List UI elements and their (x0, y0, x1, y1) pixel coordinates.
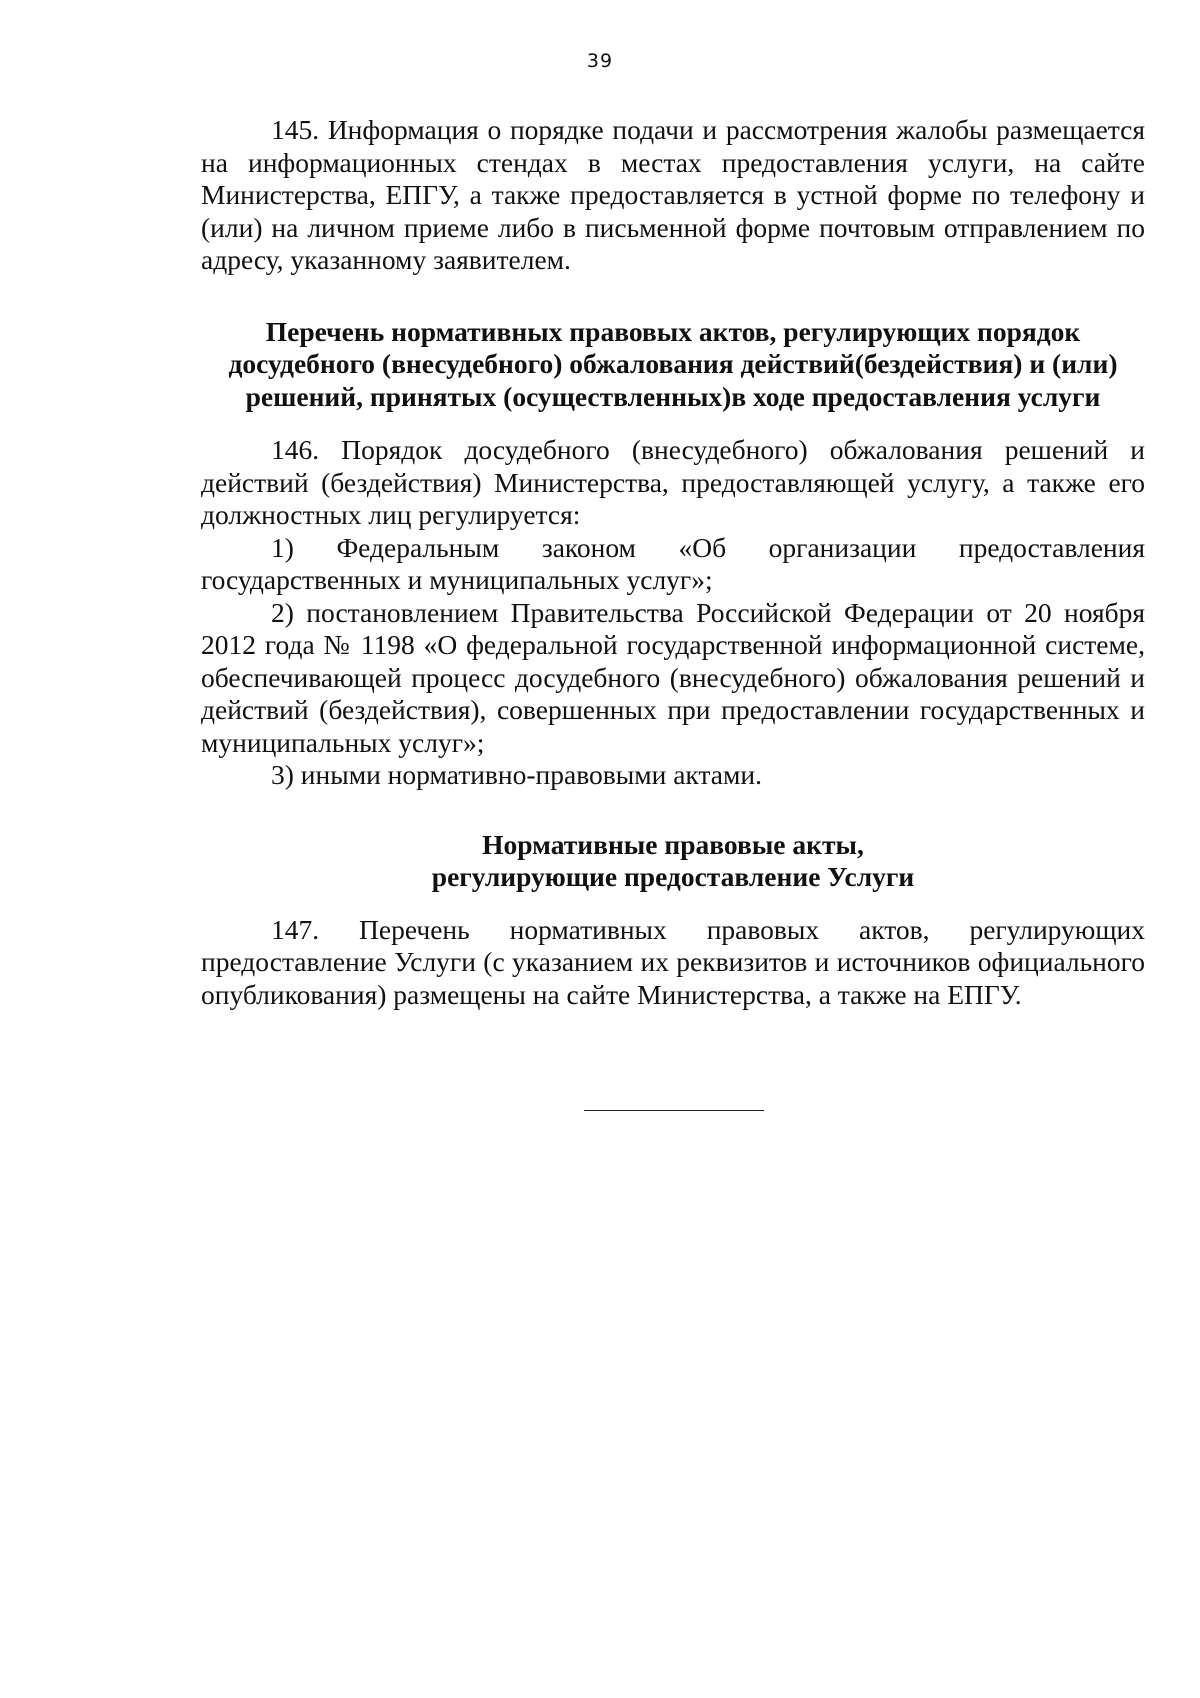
section-heading-appeal-acts: Перечень нормативных правовых актов, регулирующих порядок досудебного (внесудебного) обжалования действий(бездействия) и (или) решений, принятых (осуществленных)в ходе предоставления услуги (228, 315, 1118, 412)
section-heading-service-acts-line-2: регулирующие предоставление Услуги (431, 861, 915, 892)
section-heading-service-acts (201, 829, 1145, 894)
end-of-document-rule (584, 1110, 764, 1111)
section-heading-service-acts-line-1: Нормативные правовые акты, (482, 828, 864, 860)
paragraph-146: 146. Порядок досудебного (внесудебного) обжалования решений и действий (бездействия) Министерства, предоставляющей услугу, а также его должностных лиц регулируется: (201, 434, 1145, 530)
page-number: 39 (586, 50, 614, 72)
paragraph-146-item-3: 3) иными нормативно-правовыми актами. (271, 759, 762, 790)
paragraph-146-item-2: 2) постановлением Правительства Российской Федерации от 20 ноября 2012 года № 1198 «О федеральной государственной информационной системе, обеспечивающей процесс досудебного (внесудебного) обжалования решений и действий (бездействия), совершенных при предоставлении государственных и муниципальных услуг»; (201, 596, 1145, 758)
paragraph-145: 145. Информация о порядке подачи и рассмотрения жалобы размещается на информационных стендах в местах предоставления услуги, на сайте Министерства, ЕПГУ, а также предоставляется в устной форме по телефону и (или) на личном приеме либо в письменной форме почтовым отправлением по адресу, указанному заявителем. (201, 114, 1145, 275)
paragraph-146-item-1: 1) Федеральным законом «Об организации предоставления государственных и муниципальных услуг»; (201, 531, 1145, 595)
paragraph-147: 147. Перечень нормативных правовых актов, регулирующих предоставление Услуги (с указанием их реквизитов и источников официального опубликования) размещены на сайте Министерства, а также на ЕПГУ. (201, 913, 1145, 1010)
document-body (201, 114, 1145, 1011)
